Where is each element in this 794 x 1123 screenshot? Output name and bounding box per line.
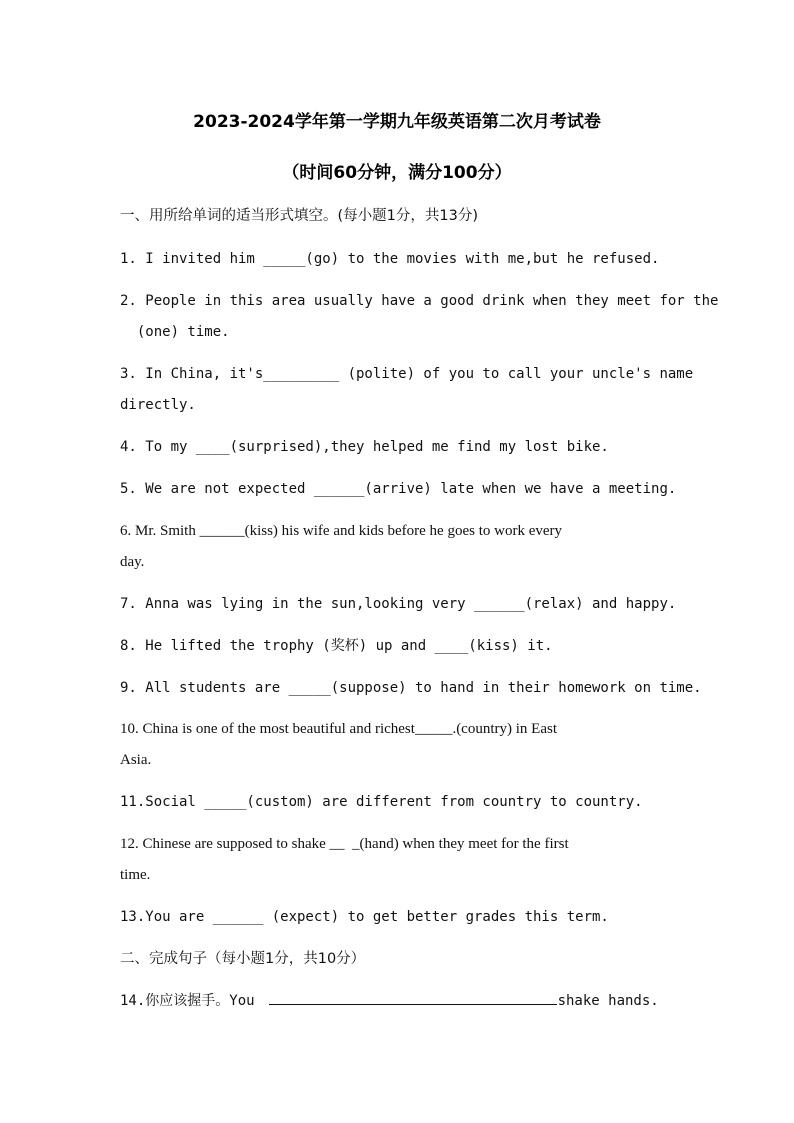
question-2: 2. People in this area usually have a good drink when they meet for the <box>120 293 719 309</box>
question-10-cont: Asia. <box>120 752 152 768</box>
question-10: 10. China is one of the most beautiful and richest_____.(country) in East <box>120 721 557 737</box>
question-1: 1. I invited him _____(go) to the movies with me,but he refused. <box>120 251 660 267</box>
question-3-cont: directly. <box>120 397 196 413</box>
question-5: 5. We are not expected ______(arrive) late when we have a meeting. <box>120 481 677 497</box>
question-14-prefix: 14.你应该握手。You <box>120 993 255 1009</box>
question-11: 11.Social _____(custom) are different from country to country. <box>120 794 643 810</box>
exam-title: 2023-2024学年第一学期九年级英语第二次月考试卷 <box>193 112 601 132</box>
exam-subtitle: （时间60分钟，满分100分） <box>282 163 512 183</box>
question-2-cont: (one) time. <box>120 324 230 340</box>
question-3: 3. In China, it's_________ (polite) of you to call your uncle's name <box>120 366 694 382</box>
answer-blank <box>269 992 557 1005</box>
question-12: 12. Chinese are supposed to shake __ _(hand) when they meet for the first <box>120 836 569 852</box>
question-8: 8. He lifted the trophy (奖杯) up and ____(kiss) it. <box>120 638 553 654</box>
question-14 <box>120 992 680 1010</box>
section1-heading: 一、用所给单词的适当形式填空。(每小题1分，共13分) <box>120 208 478 224</box>
question-9: 9. All students are _____(suppose) to hand in their homework on time. <box>120 680 702 696</box>
question-12-cont: time. <box>120 867 151 883</box>
question-13: 13.You are ______ (expect) to get better grades this term. <box>120 909 609 925</box>
question-14-suffix: shake hands. <box>557 993 659 1009</box>
question-7: 7. Anna was lying in the sun,looking very ______(relax) and happy. <box>120 596 677 612</box>
question-4: 4. To my ____(surprised),they helped me find my lost bike. <box>120 439 609 455</box>
question-6: 6. Mr. Smith ______(kiss) his wife and kids before he goes to work every <box>120 523 563 539</box>
section2-heading: 二、完成句子（每小题1分，共10分） <box>120 951 366 967</box>
question-6-cont: day. <box>120 554 145 570</box>
